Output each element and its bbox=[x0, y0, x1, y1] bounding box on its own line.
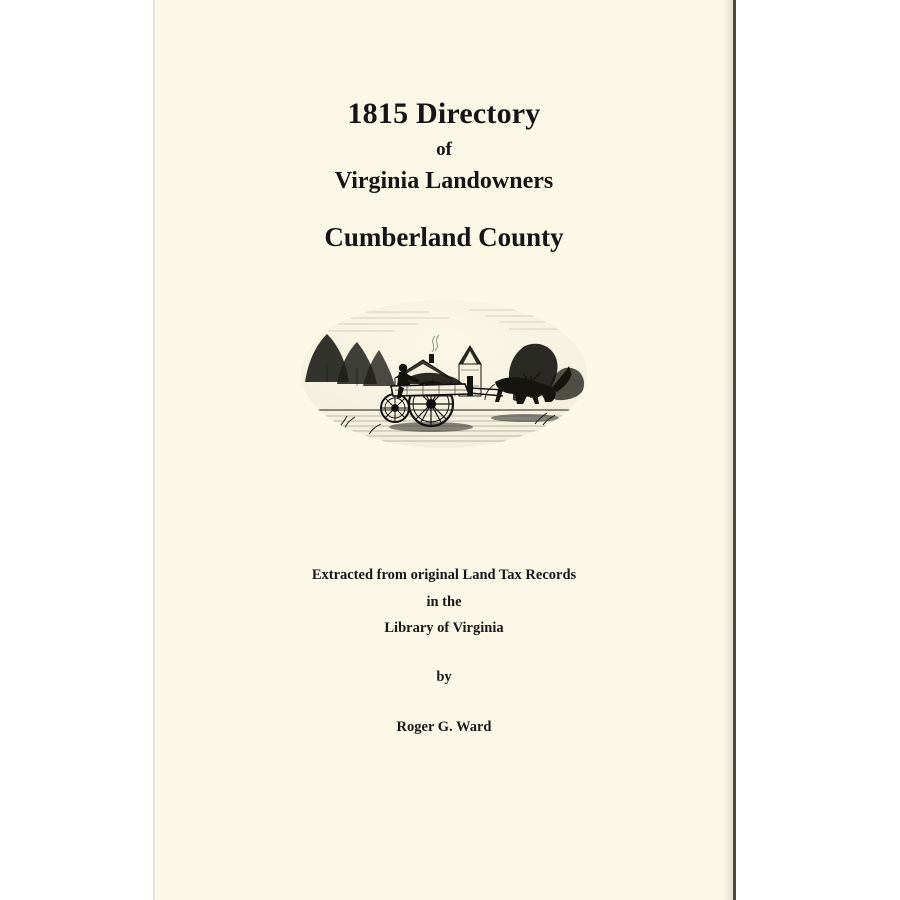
county-name: Cumberland County bbox=[324, 222, 564, 252]
book-cover-page bbox=[155, 0, 736, 900]
title-block bbox=[155, 98, 733, 195]
credit-inthe-line: in the bbox=[426, 593, 462, 610]
byline-label: by bbox=[436, 668, 452, 685]
book-title-subtitle: Virginia Landowners bbox=[334, 167, 554, 194]
book-title-main: 1815 Directory bbox=[347, 97, 541, 130]
book-title-connector: of bbox=[436, 138, 452, 160]
credits-block bbox=[155, 568, 733, 736]
credit-repository-line: Library of Virginia bbox=[384, 620, 504, 636]
horse-drawn-cart-farm-engraving-icon bbox=[299, 298, 589, 450]
credit-source-line: Extracted from original Land Tax Records bbox=[311, 567, 577, 583]
author-name: Roger G. Ward bbox=[396, 718, 492, 735]
